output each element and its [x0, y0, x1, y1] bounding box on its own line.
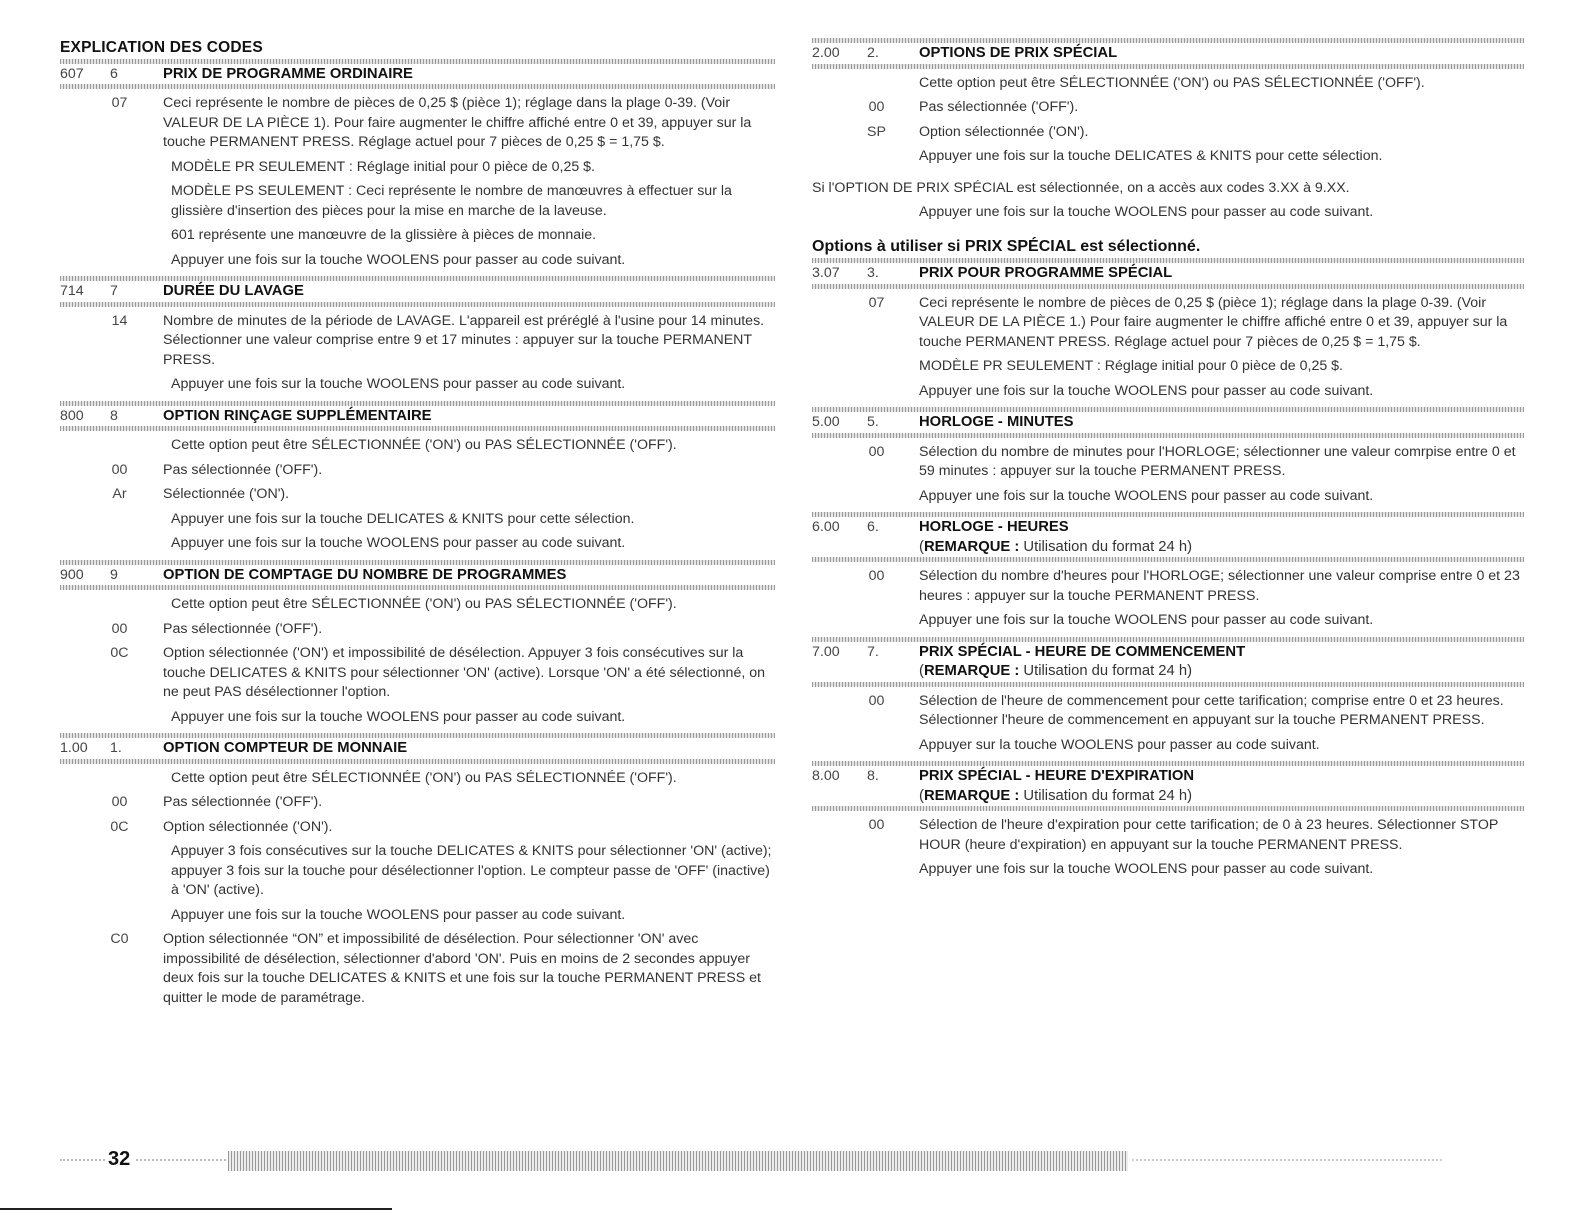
- setting-paragraph: Cette option peut être SÉLECTIONNÉE ('ON') ou PAS SÉLECTIONNÉE ('OFF').: [171, 437, 677, 453]
- setting-code: 00: [868, 443, 885, 460]
- special-price-options-section: [812, 38, 1524, 167]
- code-number: 6: [110, 65, 118, 82]
- setting-paragraph: Appuyer une fois sur la touche WOOLENS pour passer au code suivant.: [171, 535, 626, 551]
- display-code: 8.00: [812, 768, 840, 784]
- section-title: [163, 65, 775, 85]
- page-title: EXPLICATION DES CODES: [60, 39, 263, 56]
- section-header: [812, 412, 1524, 433]
- right-sections: [812, 258, 1524, 880]
- section-title-text: PRIX SPÉCIAL - HEURE D'EXPIRATION: [919, 768, 1195, 784]
- setting-description: Pas sélectionnée ('OFF').: [163, 461, 323, 478]
- setting-paragraph: Cette option peut être SÉLECTIONNÉE ('ON') ou PAS SÉLECTIONNÉE ('OFF').: [919, 74, 1425, 91]
- section-title-text: OPTION RINÇAGE SUPPLÉMENTAIRE: [163, 407, 432, 424]
- setting-code: 00: [111, 794, 128, 810]
- page-footer: [60, 1148, 1460, 1174]
- setting-row: [60, 461, 775, 481]
- setting-paragraph: MODÈLE PS SEULEMENT : Ceci représente le nombre de manœuvres à effectuer sur la glissière d'insertion des pièces pour la mise en marche de la laveuse.: [171, 183, 732, 219]
- section-title-text: DURÉE DU LAVAGE: [163, 283, 304, 299]
- section-header: [60, 565, 775, 586]
- setting-code: 0C: [110, 818, 129, 835]
- setting-description: Sélection du nombre d'heures pour l'HORLOGE; sélectionner une valeur comprise entre 0 et 23 heures : appuyer sur la touche PERMANENT PRESS.: [919, 568, 1520, 604]
- section-remark: (REMARQUE : Utilisation du format 24 h): [919, 538, 1193, 555]
- setting-row: [60, 818, 775, 838]
- setting-code: 07: [868, 294, 885, 311]
- display-code: 5.00: [812, 414, 840, 430]
- code-number: 8.: [867, 768, 879, 784]
- code-section: [812, 761, 1524, 880]
- section-header: [60, 281, 775, 302]
- hatched-rule: [60, 302, 775, 307]
- code-number: 5.: [867, 414, 879, 430]
- setting-paragraph: Appuyer une fois sur la touche WOOLENS pour passer au code suivant.: [919, 382, 1374, 399]
- footer-dotted-rule: [136, 1159, 226, 1161]
- left-sections: [60, 59, 775, 1009]
- setting-paragraph: Appuyer une fois sur la touche WOOLENS pour passer au code suivant.: [919, 487, 1374, 504]
- code-number: 2.: [867, 45, 879, 61]
- special-price-note: Si l'OPTION DE PRIX SPÉCIAL est sélectionnée, on a accès aux codes 3.XX à 9.XX.: [812, 179, 1350, 196]
- setting-paragraph: 601 représente une manœuvre de la glissière à pièces de monnaie.: [171, 227, 597, 243]
- setting-code: 0C: [110, 645, 129, 661]
- setting-description: Pas sélectionnée ('OFF').: [163, 620, 323, 637]
- code-section: [812, 637, 1524, 756]
- section-header: [60, 406, 775, 427]
- right-column: [812, 38, 1524, 886]
- setting-paragraph: Appuyer une fois sur la touche WOOLENS pour passer au code suivant.: [171, 906, 626, 923]
- section-title: [163, 407, 775, 427]
- setting-code: 00: [868, 99, 885, 115]
- code-number: 1.: [110, 740, 122, 756]
- code-number: 9: [110, 566, 118, 583]
- code-section: [60, 59, 775, 271]
- setting-code: 14: [111, 312, 128, 329]
- setting-paragraph: Appuyer une fois sur la touche WOOLENS pour passer au code suivant.: [919, 861, 1374, 877]
- remark-text: Utilisation du format 24 h): [1023, 787, 1193, 804]
- setting-description: Sélectionnée ('ON').: [163, 486, 290, 502]
- setting-description: Pas sélectionnée ('OFF').: [163, 794, 323, 810]
- remark-text: Utilisation du format 24 h): [1023, 663, 1193, 679]
- setting-description: Ceci représente le nombre de pièces de 0,25 $ (pièce 1); réglage dans la plage 0-39. (Voir VALEUR DE LA PIÈCE 1.) Pour faire augmenter le chiffre affiché entre 0 et 39, appuyer sur la touche PERMANENT PRESS. Réglage actuel pour 7 pièces de 0,25 $ = 1,75 $.: [919, 294, 1508, 350]
- hatched-rule: [60, 759, 775, 764]
- display-code: 2.00: [812, 45, 840, 61]
- setting-paragraph: Appuyer sur la touche WOOLENS pour passer au code suivant.: [919, 736, 1320, 753]
- code-number: 3.: [867, 265, 879, 281]
- setting-code: 07: [111, 95, 128, 111]
- section-title-text: PRIX SPÉCIAL - HEURE DE COMMENCEMENT: [919, 643, 1246, 660]
- section-title-text: OPTION DE COMPTAGE DU NOMBRE DE PROGRAMMES: [163, 566, 567, 583]
- code-number: 6.: [867, 519, 879, 535]
- setting-code: Ar: [112, 486, 127, 502]
- section-title-text: HORLOGE - HEURES: [919, 519, 1069, 535]
- setting-paragraph: MODÈLE PR SEULEMENT : Réglage initial pour 0 pièce de 0,25 $.: [919, 358, 1343, 374]
- setting-description: Option sélectionnée “ON” et impossibilité de désélection. Pour sélectionner 'ON' avec impossibilité de désélection, sélectionner d'abord 'ON'. Puis en moins de 2 secondes appuyer deux fois sur la touche DELICATES & KNITS et une fois sur la touche PERMANENT PRESS et quitter le mode de paramétrage.: [163, 931, 761, 1006]
- code-section: [812, 512, 1524, 631]
- setting-description: Sélection du nombre de minutes pour l'HORLOGE; sélectionner une valeur comrpise entre 0 et 59 minutes : appuyer sur la touche PERMANENT PRESS.: [919, 443, 1516, 479]
- setting-paragraph: Appuyer une fois sur la touche DELICATES & KNITS pour cette sélection.: [171, 510, 635, 527]
- code-section: [812, 258, 1524, 401]
- code-section: [60, 401, 775, 554]
- section-header: [812, 43, 1524, 64]
- code-section: [812, 407, 1524, 506]
- remark-label: REMARQUE :: [923, 787, 1020, 804]
- footer-dotted-rule: [1132, 1159, 1442, 1161]
- page-number: 32: [108, 1148, 131, 1170]
- display-code: 7.00: [812, 643, 840, 660]
- setting-description: Option sélectionnée ('ON').: [919, 123, 1089, 140]
- hatched-rule: [60, 585, 775, 590]
- code-section: [60, 733, 775, 1008]
- section-title-text: OPTION COMPTEUR DE MONNAIE: [163, 740, 408, 756]
- display-code: 900: [60, 566, 84, 583]
- display-code: 1.00: [60, 740, 88, 756]
- display-code: 800: [60, 407, 84, 424]
- section-header: [812, 517, 1524, 557]
- left-column: [60, 38, 775, 1014]
- hatched-rule: [60, 426, 775, 431]
- setting-code: 00: [868, 568, 885, 584]
- section-title: [919, 44, 1524, 64]
- setting-description: Nombre de minutes de la période de LAVAGE. L'appareil est préréglé à l'usine pour 14 minutes. Sélectionner une valeur comprise entre 9 et 17 minutes : appuyer sur la touche PERMANENT PRESS.: [163, 312, 765, 368]
- section-header: [60, 64, 775, 85]
- setting-description: Sélection de l'heure d'expiration pour cette tarification; de 0 à 23 heures. Sélectionner STOP HOUR (heure d'expiration) en appuyant sur la touche PERMANENT PRESS.: [919, 817, 1499, 853]
- display-code: 3.07: [812, 265, 840, 281]
- setting-code: 00: [868, 817, 885, 833]
- section-header: [812, 766, 1524, 806]
- section-title: [163, 739, 775, 759]
- section-title: [163, 566, 775, 586]
- section-title-text: PRIX POUR PROGRAMME SPÉCIAL: [919, 265, 1173, 281]
- hatched-rule: [812, 64, 1524, 69]
- section-title: [919, 767, 1524, 806]
- special-price-note-instruction: Appuyer une fois sur la touche WOOLENS pour passer au code suivant.: [919, 204, 1374, 220]
- setting-code: 00: [111, 461, 128, 478]
- setting-row: [812, 98, 1524, 118]
- setting-paragraph: Appuyer 3 fois consécutives sur la touche DELICATES & KNITS pour sélectionner 'ON' (active); appuyer 3 fois sur la touche pour désélectionner l'option. Le compteur passe de 'OFF' (inactive) à 'ON' (active).: [171, 843, 772, 898]
- setting-description: Sélection de l'heure de commencement pour cette tarification; comprise entre 0 et 23 heures. Sélectionner l'heure de commencement en appuyant sur la touche PERMANENT PRESS.: [919, 692, 1504, 728]
- setting-paragraph: Appuyer une fois sur la touche WOOLENS pour passer au code suivant.: [919, 612, 1374, 628]
- setting-row: [812, 567, 1524, 606]
- section-title-text: PRIX DE PROGRAMME ORDINAIRE: [163, 65, 413, 82]
- setting-paragraph: Appuyer une fois sur la touche WOOLENS pour passer au code suivant.: [171, 251, 626, 268]
- section-title: [163, 282, 775, 302]
- special-price-subheading: Options à utiliser si PRIX SPÉCIAL est sélectionné.: [812, 237, 1201, 255]
- setting-row: [60, 620, 775, 640]
- setting-paragraph: Cette option peut être SÉLECTIONNÉE ('ON') ou PAS SÉLECTIONNÉE ('OFF').: [171, 596, 677, 612]
- bottom-rule: [0, 1208, 392, 1210]
- setting-row: [812, 294, 1524, 353]
- section-title: [919, 264, 1524, 284]
- hatched-rule: [812, 284, 1524, 289]
- setting-description: Option sélectionnée ('ON').: [163, 818, 333, 835]
- footer-hatched-bar: [228, 1151, 1128, 1171]
- setting-row: [812, 816, 1524, 855]
- setting-code: 00: [868, 692, 885, 709]
- display-code: 6.00: [812, 519, 840, 535]
- setting-code: C0: [110, 931, 129, 947]
- footer-dotted-rule: [60, 1159, 105, 1161]
- hatched-rule: [812, 433, 1524, 438]
- section-header: [812, 263, 1524, 284]
- setting-paragraph: Appuyer une fois sur la touche WOOLENS pour passer au code suivant.: [171, 708, 626, 725]
- setting-row: [60, 644, 775, 703]
- display-code: 714: [60, 283, 84, 299]
- setting-description: Ceci représente le nombre de pièces de 0,25 $ (pièce 1); réglage dans la plage 0-39. (Voir VALEUR DE LA PIÈCE 1). Pour faire augmenter le chiffre affiché entre 0 et 39, appuyer sur la touche PERMANENT PRESS. Réglage actuel pour 7 pièces de 0,25 $ = 1,75 $.: [163, 95, 752, 150]
- setting-description: Option sélectionnée ('ON') et impossibilité de désélection. Appuyer 3 fois consécutives sur la touche DELICATES & KNITS pour sélectionner 'ON' (active). Lorsque 'ON' a été sélectionné, on ne peut PAS désélectionner l'option.: [163, 645, 765, 700]
- display-code: 607: [60, 65, 84, 82]
- section-title-text: HORLOGE - MINUTES: [919, 414, 1074, 430]
- section-header: [60, 738, 775, 759]
- remark-label: REMARQUE :: [923, 663, 1020, 679]
- setting-row: [812, 123, 1524, 143]
- section-title-text: OPTIONS DE PRIX SPÉCIAL: [919, 45, 1118, 61]
- hatched-rule: [812, 682, 1524, 687]
- hatched-rule: [812, 557, 1524, 562]
- setting-row: [60, 485, 775, 505]
- setting-code: SP: [867, 123, 886, 140]
- code-section: [60, 560, 775, 728]
- section-title: [919, 518, 1524, 557]
- setting-row: [60, 312, 775, 371]
- section-header: [812, 642, 1524, 682]
- setting-paragraph: Appuyer une fois sur la touche WOOLENS pour passer au code suivant.: [171, 376, 626, 392]
- hatched-rule: [812, 806, 1524, 811]
- setting-description: Pas sélectionnée ('OFF').: [919, 99, 1079, 115]
- hatched-rule: [60, 84, 775, 89]
- remark-label: REMARQUE :: [923, 538, 1020, 555]
- section-title: [919, 413, 1524, 433]
- section-remark: (REMARQUE : Utilisation du format 24 h): [919, 787, 1193, 804]
- code-number: 7: [110, 283, 118, 299]
- code-number: 7.: [867, 643, 879, 660]
- remark-text: Utilisation du format 24 h): [1023, 538, 1193, 555]
- setting-row: [812, 443, 1524, 482]
- setting-row: [60, 94, 775, 153]
- setting-row: [60, 793, 775, 813]
- setting-row: [60, 930, 775, 1008]
- code-number: 8: [110, 407, 118, 424]
- setting-paragraph: Appuyer une fois sur la touche DELICATES & KNITS pour cette sélection.: [919, 148, 1383, 164]
- setting-row: [812, 692, 1524, 731]
- code-section: [60, 276, 775, 395]
- setting-paragraph: Cette option peut être SÉLECTIONNÉE ('ON') ou PAS SÉLECTIONNÉE ('OFF').: [171, 769, 677, 786]
- setting-code: 00: [111, 620, 128, 637]
- code-section: [812, 38, 1524, 167]
- section-title: [919, 643, 1524, 682]
- setting-paragraph: MODÈLE PR SEULEMENT : Réglage initial pour 0 pièce de 0,25 $.: [171, 158, 595, 175]
- section-remark: (REMARQUE : Utilisation du format 24 h): [919, 663, 1193, 679]
